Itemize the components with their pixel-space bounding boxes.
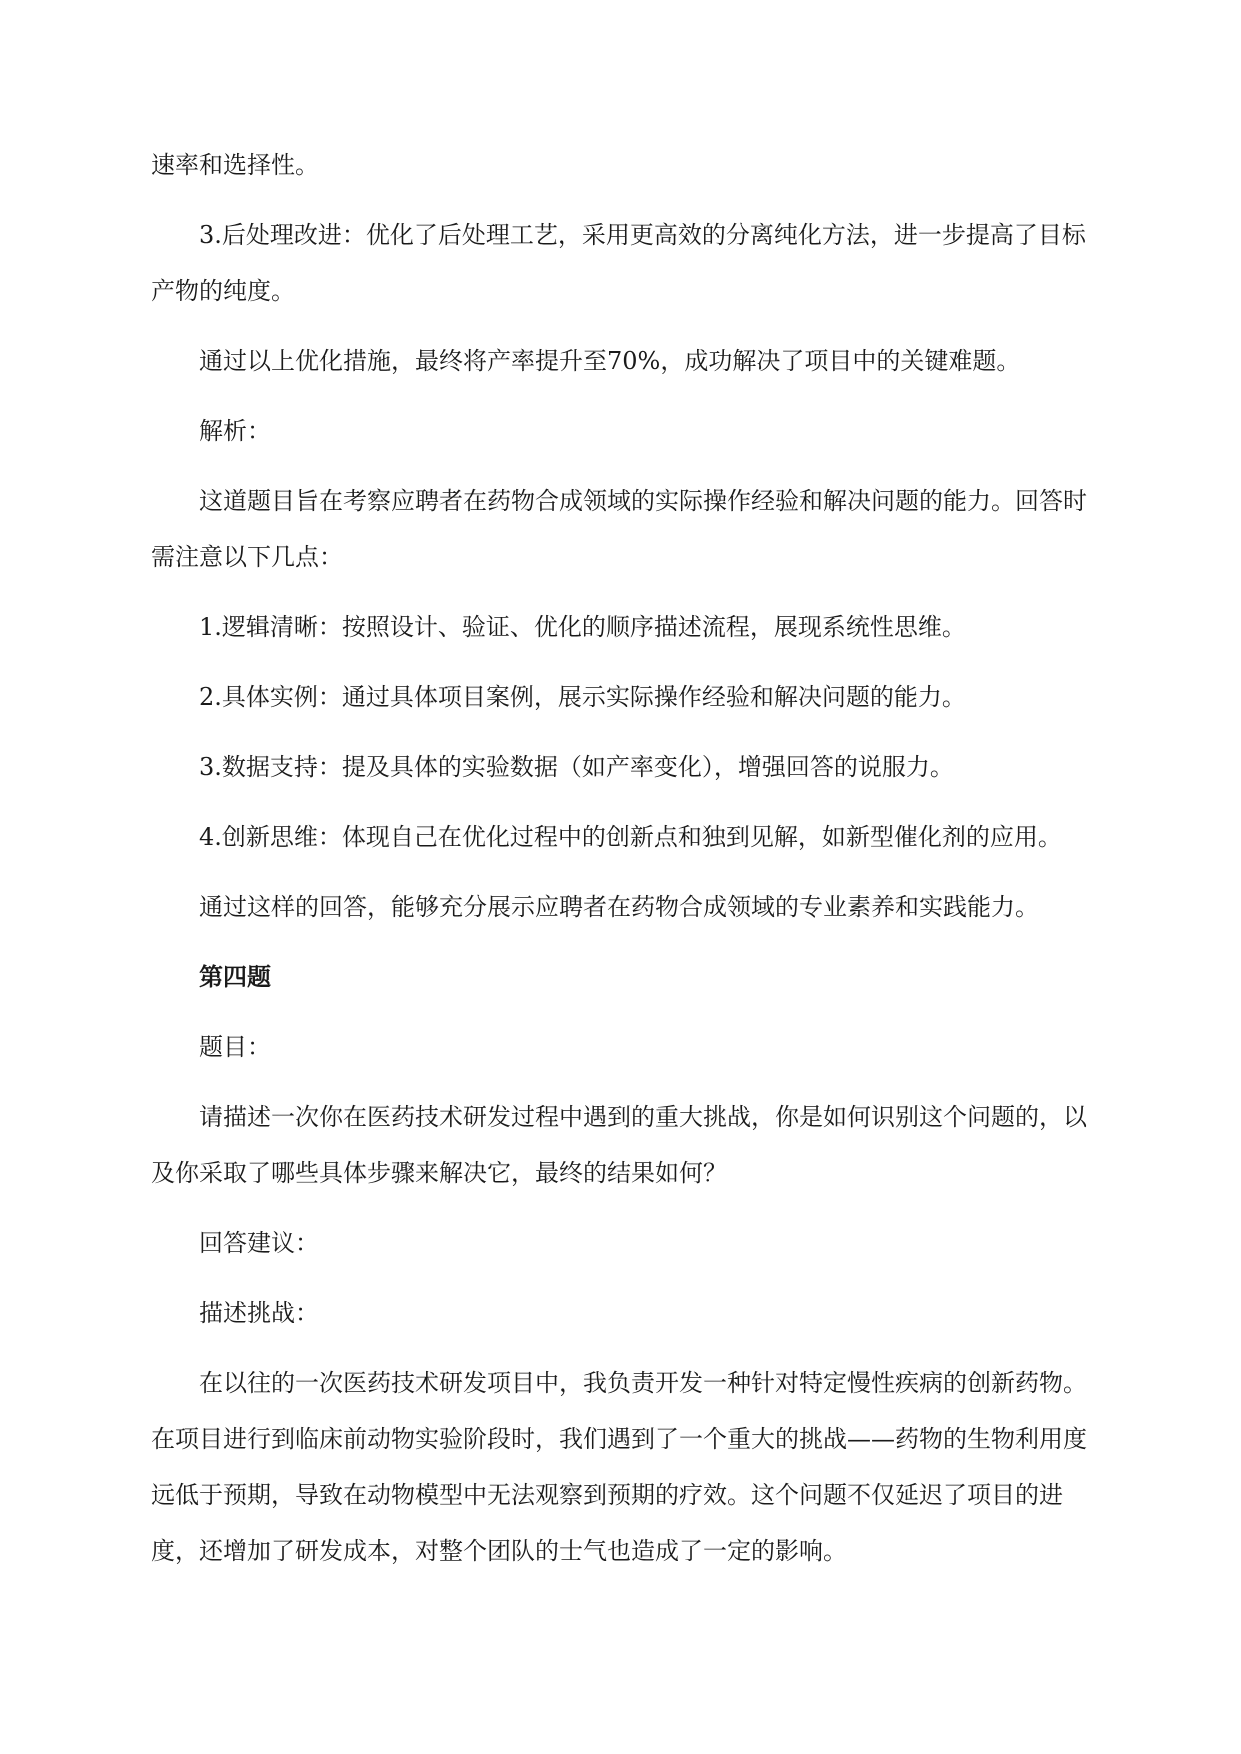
paragraph-post-processing: 3.后处理改进：优化了后处理工艺，采用更高效的分离纯化方法，进一步提高了目标产物的纯度。 — [151, 221, 1086, 305]
paragraph-continuation: 速率和选择性。 — [151, 151, 319, 179]
list-item-logic: 1.逻辑清晰：按照设计、验证、优化的顺序描述流程，展现系统性思维。 — [199, 613, 966, 641]
section-heading: 第四题 — [199, 962, 271, 991]
question-label: 题目： — [199, 1033, 271, 1061]
paragraph-result: 通过以上优化措施，最终将产率提升至70%，成功解决了项目中的关键难题。 — [199, 347, 1021, 375]
paragraph-analysis-intro: 这道题目旨在考察应聘者在药物合成领域的实际操作经验和解决问题的能力。回答时需注意以下几点： — [151, 487, 1087, 571]
challenge-description: 在以往的一次医药技术研发项目中，我负责开发一种针对特定慢性疾病的创新药物。在项目进行到临床前动物实验阶段时，我们遇到了一个重大的挑战——药物的生物利用度远低于预期，导致在动物模型中无法观察到预期的疗效。这个问题不仅延迟了项目的进度，还增加了研发成本，对整个团队的士气也造成了一定的影响。 — [151, 1369, 1087, 1565]
list-item-data: 3.数据支持：提及具体的实验数据（如产率变化），增强回答的说服力。 — [199, 753, 954, 781]
paragraph-summary: 通过这样的回答，能够充分展示应聘者在药物合成领域的专业素养和实践能力。 — [199, 893, 1039, 921]
paragraph-analysis-label: 解析： — [199, 417, 271, 445]
describe-challenge-label: 描述挑战： — [199, 1299, 319, 1327]
list-item-example: 2.具体实例：通过具体项目案例，展示实际操作经验和解决问题的能力。 — [199, 683, 966, 711]
list-item-innovation: 4.创新思维：体现自己在优化过程中的创新点和独到见解，如新型催化剂的应用。 — [199, 823, 1062, 851]
question-text: 请描述一次你在医药技术研发过程中遇到的重大挑战，你是如何识别这个问题的，以及你采取了哪些具体步骤来解决它，最终的结果如何？ — [151, 1103, 1087, 1187]
answer-suggestion-label: 回答建议： — [199, 1229, 319, 1257]
